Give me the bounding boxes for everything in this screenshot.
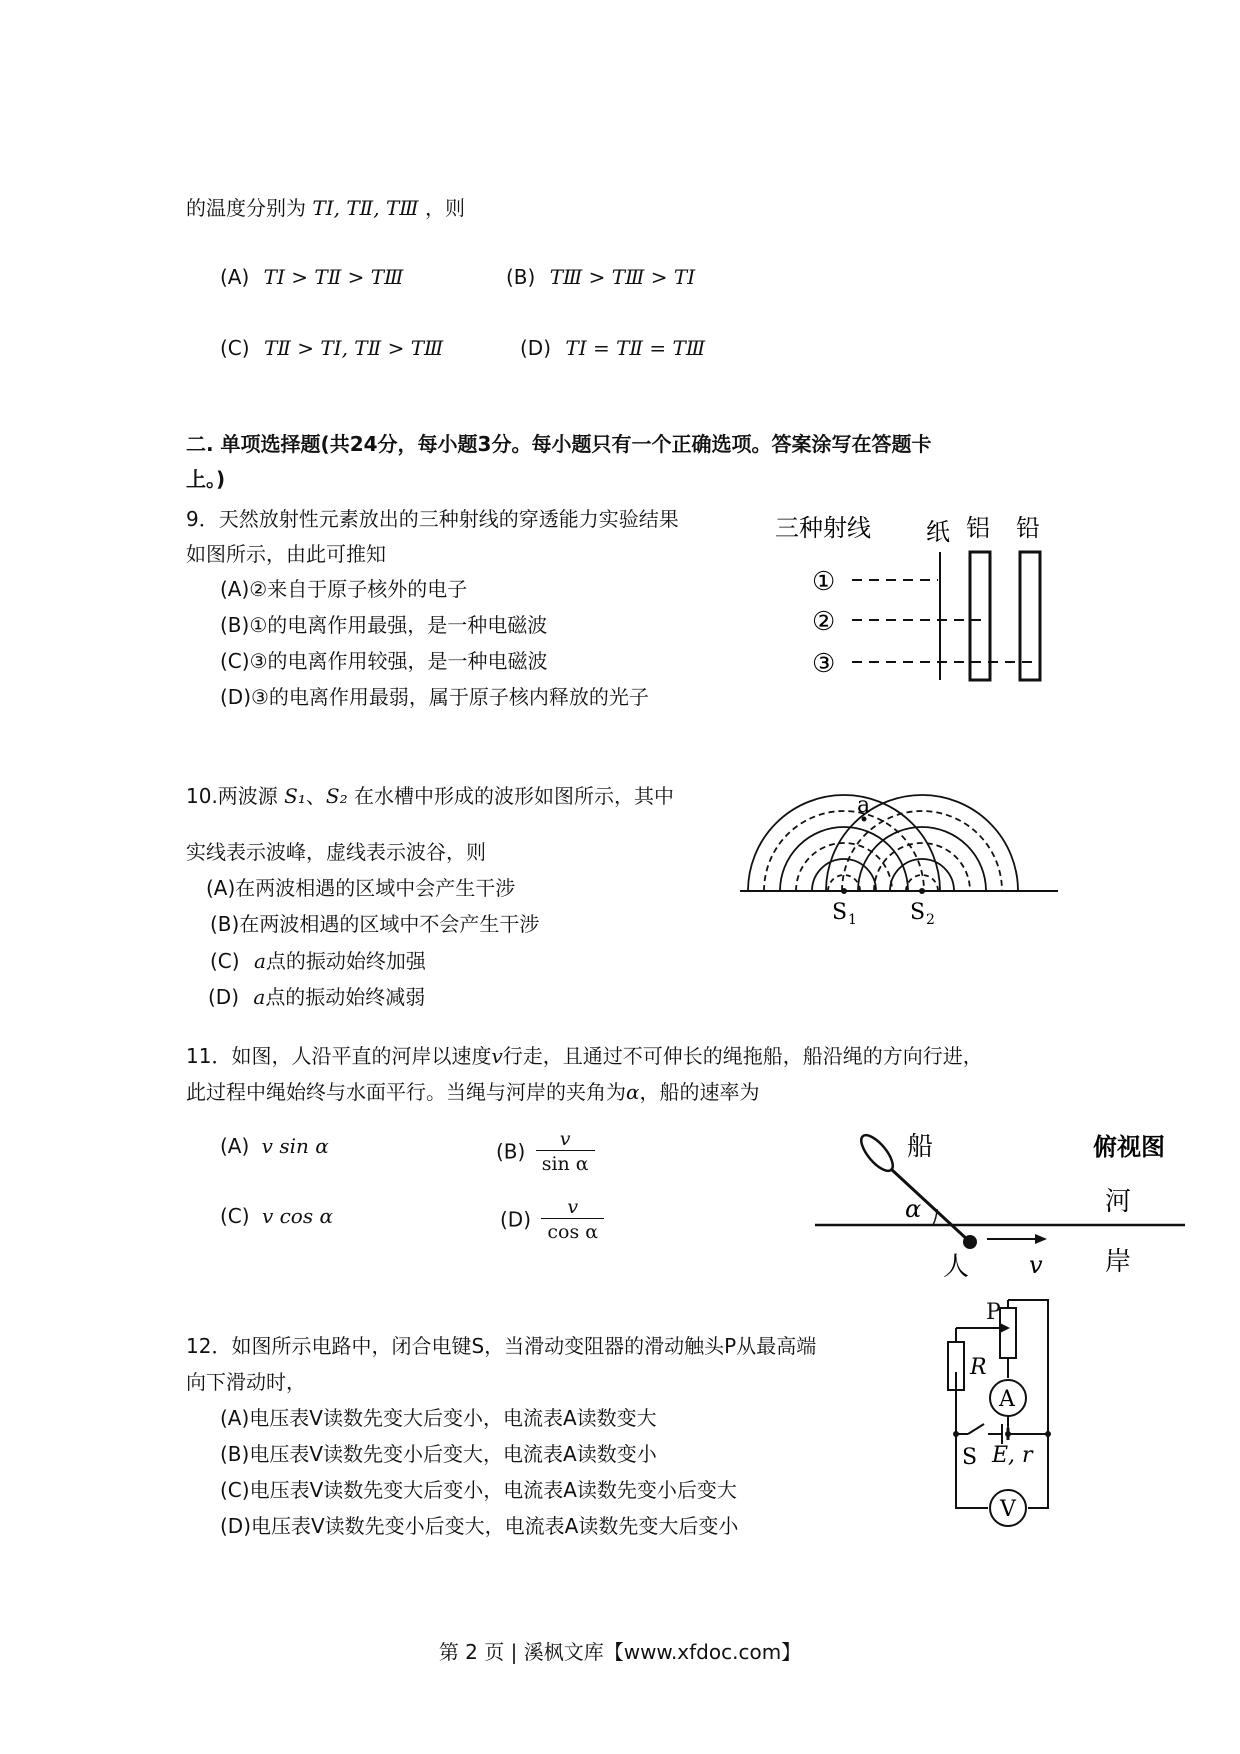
q11-figure	[815, 1125, 1195, 1285]
fraction	[541, 1196, 604, 1243]
numerator: v	[541, 1196, 604, 1219]
q9-stem-cont: 如图所示，由此可推知	[186, 542, 386, 566]
denominator: sin α	[541, 1153, 589, 1175]
s1-trough	[796, 843, 892, 891]
v-label: v	[1029, 1251, 1043, 1279]
denominator: cos α	[547, 1221, 599, 1243]
option-formula: v sin α	[261, 1134, 329, 1158]
q8-stem	[186, 192, 465, 221]
q12-option-a: (A)电压表V读数先变大后变小，电流表A读数变大	[220, 1406, 657, 1430]
junction	[1005, 1431, 1011, 1437]
fraction	[536, 1128, 595, 1175]
person-label: 人	[943, 1252, 970, 1282]
option-label: (C)	[220, 336, 250, 360]
bank-label: 岸	[1105, 1247, 1132, 1277]
q9-stem: 9．天然放射性元素放出的三种射线的穿透能力实验结果	[186, 507, 679, 531]
resistor-label: R	[970, 1355, 987, 1380]
river-label: 河	[1105, 1187, 1132, 1217]
q12-option-d: (D)电压表V读数先变小后变大，电流表A读数先变大后变小	[220, 1514, 739, 1538]
alpha-label: α	[905, 1195, 922, 1223]
numerator: v	[536, 1128, 595, 1151]
q10-stem	[186, 780, 674, 809]
option-label: (C)	[220, 1204, 250, 1228]
option-formula: TⅠ = TⅡ = TⅢ	[565, 336, 706, 360]
point-a: a	[253, 985, 266, 1009]
option-label: (C)	[210, 949, 240, 973]
q9-option-c: (C)③的电离作用较强，是一种电磁波	[220, 649, 548, 673]
q8-option-b	[506, 265, 695, 289]
section-heading-cont: 上。)	[186, 467, 226, 491]
aluminum-sheet	[970, 552, 990, 680]
s1-crest	[812, 859, 876, 891]
option-formula: TⅡ > TⅠ, TⅡ > TⅢ	[263, 336, 444, 360]
q11-line2-pre: 此过程中绳始终与水面平行。当绳与河岸的夹角为	[186, 1080, 626, 1104]
q12-option-b: (B)电压表V读数先变小后变大，电流表A读数变小	[220, 1442, 657, 1466]
ray-2-label: ②	[812, 607, 836, 637]
lead-sheet	[1020, 552, 1040, 680]
q10-stem-cont: 实线表示波峰，虚线表示波谷，则	[186, 840, 486, 864]
option-label: (D)	[520, 336, 552, 360]
page-number: 2	[465, 1640, 478, 1664]
s2-trough	[874, 843, 970, 891]
option-label: (A)	[220, 1134, 250, 1158]
q12-stem-cont: 向下滑动时，	[186, 1370, 306, 1394]
q8-stem-end: ，则	[424, 196, 465, 220]
s2-label: S	[910, 900, 926, 925]
q8-option-d	[520, 336, 705, 360]
source-s2: S₂	[325, 784, 348, 808]
q8-stem-vars: TⅠ, TⅡ, TⅢ	[312, 196, 419, 220]
fig-title: 三种射线	[775, 514, 871, 542]
q11-line2-post: ，船的速率为	[639, 1080, 760, 1104]
wire	[1008, 1300, 1048, 1434]
q9-figure	[770, 500, 1070, 690]
option-label: (D)	[500, 1207, 532, 1232]
q10-figure	[740, 785, 1060, 925]
q11-option-b	[496, 1128, 595, 1175]
q8-option-c	[220, 336, 443, 360]
ray-1-label: ①	[812, 567, 836, 597]
q11-option-d	[500, 1196, 604, 1243]
q11-stem	[186, 1040, 983, 1069]
q9-option-b: (B)①的电离作用最强，是一种电磁波	[220, 613, 548, 637]
footer-post: 页 | 溪枫文库【www.xfdoc.com】	[477, 1640, 802, 1664]
fig-lead-label: 铅	[1016, 514, 1040, 542]
q10-stem-post: 在水槽中形成的波形如图所示，其中	[353, 784, 674, 808]
q12-circuit	[910, 1292, 1060, 1538]
s1-sub: 1	[848, 912, 857, 925]
fig-paper-label: 纸	[926, 518, 950, 546]
option-text: 点的振动始终加强	[265, 949, 426, 973]
switch-s	[968, 1424, 984, 1434]
s2-sub: 2	[926, 912, 935, 925]
fig-aluminum-label: 铝	[966, 514, 990, 542]
option-label: (B)	[496, 1139, 526, 1164]
person-dot	[963, 1235, 977, 1249]
option-formula: TⅠ > TⅡ > TⅢ	[263, 265, 404, 289]
s2-trough	[842, 811, 1002, 891]
speed-v: v	[491, 1044, 503, 1068]
option-formula: TⅢ > TⅢ > TⅠ	[549, 265, 696, 289]
rheostat	[1000, 1308, 1016, 1358]
point-a: a	[253, 949, 266, 973]
q11-stem-cont	[186, 1076, 760, 1105]
option-label: (D)	[208, 985, 240, 1009]
source-s2-dot	[919, 888, 925, 894]
battery-label: E, r	[992, 1443, 1033, 1468]
option-label: (A)	[220, 265, 250, 289]
s1-trough	[764, 811, 924, 891]
q10-option-b: (B)在两波相遇的区域中不会产生干涉	[210, 912, 540, 936]
page-footer	[0, 1636, 1240, 1665]
source-s1-dot	[841, 888, 847, 894]
footer-pre: 第	[438, 1640, 466, 1664]
point-a-label: a	[857, 793, 871, 818]
boat-label: 船	[907, 1132, 934, 1162]
section-heading: 二. 单项选择题(共24分，每小题3分。每小题只有一个正确选项。答案涂写在答题卡	[186, 432, 932, 456]
s1-label: S	[832, 900, 848, 925]
voltmeter-label: V	[1000, 1497, 1016, 1522]
q11-stem-post: 行走，且通过不可伸长的绳拖船，船沿绳的方向行进，	[502, 1044, 983, 1068]
separator: 、	[305, 784, 326, 808]
option-formula: v cos α	[261, 1204, 333, 1228]
ray-3-label: ③	[812, 649, 836, 679]
q8-option-a	[220, 265, 403, 289]
q11-stem-pre: 11．如图，人沿平直的河岸以速度	[186, 1044, 492, 1068]
q9-option-a: (A)②来自于原子核外的电子	[220, 577, 468, 601]
q9-option-d: (D)③的电离作用最弱，属于原子核内释放的光子	[220, 685, 649, 709]
q10-option-a: (A)在两波相遇的区域中会产生干涉	[206, 876, 516, 900]
slider-p-label: P	[986, 1300, 1001, 1325]
slider-arrow	[1000, 1323, 1010, 1333]
q8-stem-text: 的温度分别为	[186, 196, 306, 220]
q10-option-c	[210, 945, 426, 974]
arrow-head	[1035, 1234, 1047, 1244]
option-text: 点的振动始终减弱	[265, 985, 426, 1009]
view-label: 俯视图	[1093, 1132, 1165, 1161]
switch-label: S	[962, 1445, 978, 1470]
q10-option-d	[208, 981, 425, 1010]
option-label: (B)	[506, 265, 536, 289]
q11-option-c	[220, 1204, 333, 1228]
q12-option-c: (C)电压表V读数先变大后变小，电流表A读数先变小后变大	[220, 1478, 737, 1502]
source-s1: S₁	[284, 784, 306, 808]
q12-stem: 12．如图所示电路中，闭合电键S，当滑动变阻器的滑动触头P从最高端	[186, 1334, 817, 1358]
ammeter-label: A	[999, 1387, 1015, 1412]
q11-option-a	[220, 1134, 329, 1158]
angle-alpha: α	[626, 1080, 640, 1104]
q10-stem-pre: 10.两波源	[186, 784, 278, 808]
rope	[891, 1169, 970, 1242]
